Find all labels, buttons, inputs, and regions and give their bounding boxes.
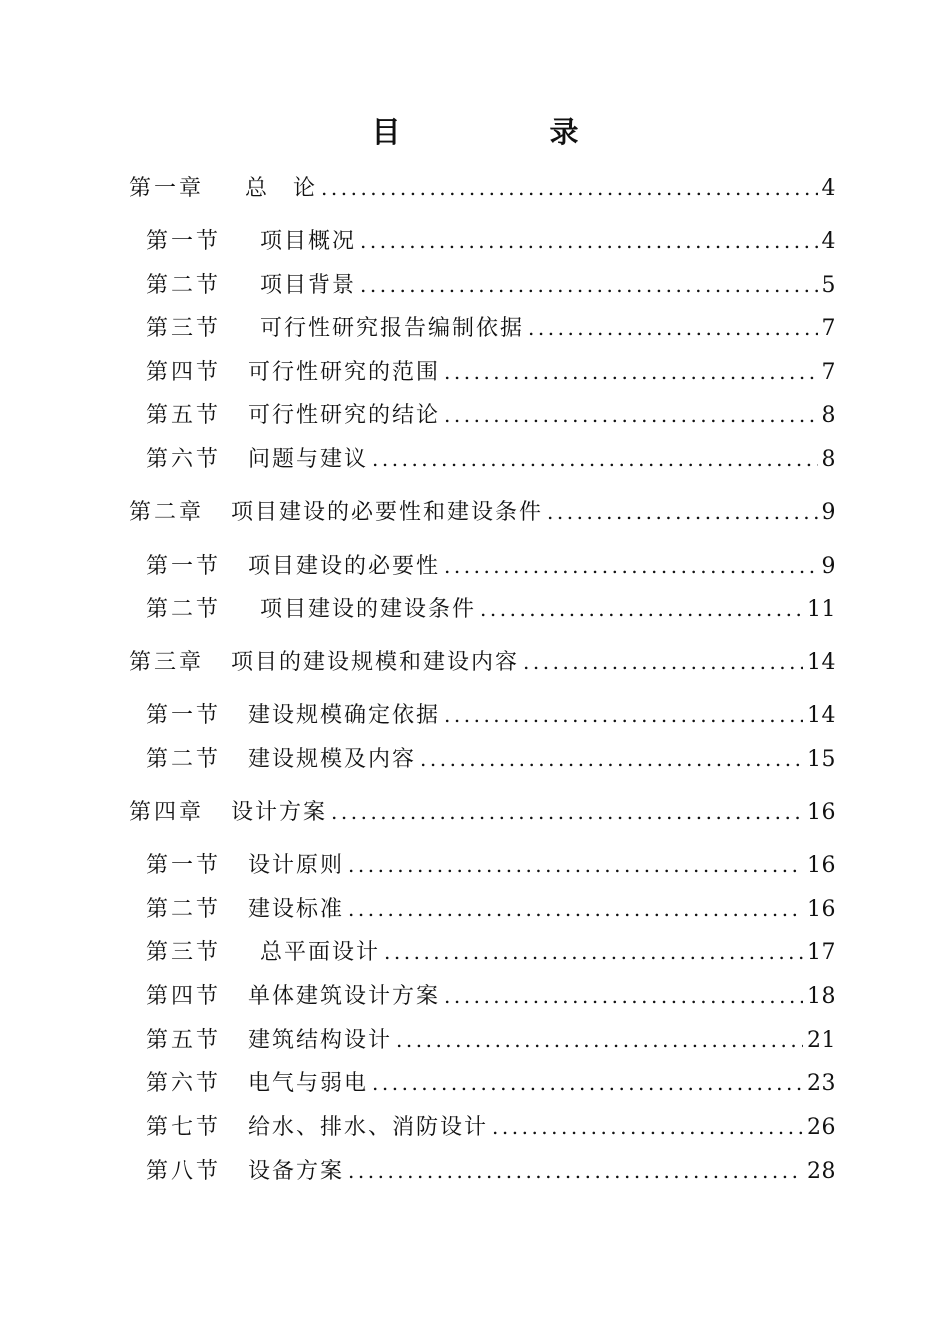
toc-entry-title: 建设规模确定依据 bbox=[248, 703, 441, 728]
toc-entry-page: 9 bbox=[821, 554, 836, 579]
toc-entry-number: 第六节 bbox=[146, 1071, 222, 1096]
toc-entry-section[interactable] bbox=[146, 744, 836, 775]
toc-entry-title: 项目建设的必要性和建设条件 bbox=[231, 500, 544, 525]
toc-entry-page: 7 bbox=[821, 316, 836, 341]
toc-entry-page: 14 bbox=[807, 703, 836, 728]
toc-entry-number: 第三节 bbox=[146, 940, 222, 965]
toc-entry-title: 项目概况 bbox=[260, 229, 357, 254]
toc-entry-section[interactable] bbox=[146, 270, 836, 301]
toc-entry-title: 可行性研究的范围 bbox=[248, 360, 441, 385]
toc-leader-dots bbox=[444, 551, 817, 581]
toc-leader-dots bbox=[547, 497, 817, 527]
toc-entry-title: 设计方案 bbox=[231, 800, 328, 825]
toc-entry-section[interactable] bbox=[146, 357, 836, 388]
toc-entry-chapter-3[interactable] bbox=[129, 647, 836, 678]
toc-leader-dots bbox=[384, 937, 803, 967]
toc-entry-page: 16 bbox=[807, 800, 836, 825]
toc-leader-dots bbox=[331, 797, 803, 827]
toc-entry-section[interactable] bbox=[146, 594, 836, 625]
toc-entry-section[interactable] bbox=[146, 700, 836, 731]
toc-entry-title: 项目建设的建设条件 bbox=[260, 597, 477, 622]
toc-entry-section[interactable] bbox=[146, 894, 836, 925]
toc-leader-dots bbox=[444, 700, 803, 730]
toc-entry-page: 28 bbox=[807, 1159, 836, 1184]
toc-leader-dots bbox=[492, 1112, 803, 1142]
toc-entry-number: 第一节 bbox=[146, 703, 222, 728]
toc-entry-page: 8 bbox=[821, 447, 836, 472]
toc-entry-number: 第四节 bbox=[146, 360, 222, 385]
toc-leader-dots bbox=[444, 400, 817, 430]
toc-entry-section[interactable] bbox=[146, 850, 836, 881]
toc-entry-chapter-4[interactable] bbox=[129, 797, 836, 828]
toc-entry-number: 第一节 bbox=[146, 554, 222, 579]
toc-entry-number: 第五节 bbox=[146, 403, 222, 428]
toc-entry-number: 第一章 bbox=[129, 176, 205, 201]
toc-entry-page: 26 bbox=[807, 1115, 836, 1140]
toc-entry-title: 项目背景 bbox=[260, 273, 357, 298]
toc-entry-number: 第八节 bbox=[146, 1159, 222, 1184]
toc-entry-title: 电气与弱电 bbox=[248, 1071, 369, 1096]
toc-entry-page: 23 bbox=[807, 1071, 836, 1096]
toc-leader-dots bbox=[360, 270, 817, 300]
toc-leader-dots bbox=[360, 226, 817, 256]
toc-entry-section[interactable] bbox=[146, 400, 836, 431]
toc-entry-page: 9 bbox=[821, 500, 836, 525]
toc-entry-number: 第二节 bbox=[146, 897, 222, 922]
toc-entry-number: 第三章 bbox=[129, 650, 205, 675]
toc-entry-chapter-2[interactable] bbox=[129, 497, 836, 528]
toc-entry-title: 建设规模及内容 bbox=[248, 747, 417, 772]
toc-entry-section[interactable] bbox=[146, 551, 836, 582]
toc-leader-dots bbox=[396, 1025, 803, 1055]
toc-entry-page: 21 bbox=[807, 1028, 836, 1053]
toc-entry-number: 第六节 bbox=[146, 447, 222, 472]
toc-entry-title: 设计原则 bbox=[248, 853, 345, 878]
toc-entry-title: 给水、排水、消防设计 bbox=[248, 1115, 489, 1140]
toc-entry-chapter-1[interactable] bbox=[129, 173, 836, 204]
toc-entry-page: 16 bbox=[807, 853, 836, 878]
toc-leader-dots bbox=[528, 313, 817, 343]
toc-entry-title: 可行性研究报告编制依据 bbox=[260, 316, 525, 341]
toc-leader-dots bbox=[372, 1068, 803, 1098]
toc-entry-page: 5 bbox=[821, 273, 836, 298]
toc-leader-dots bbox=[444, 357, 817, 387]
toc-entry-section[interactable] bbox=[146, 981, 836, 1012]
toc-entry-number: 第二章 bbox=[129, 500, 205, 525]
toc-entry-number: 第四章 bbox=[129, 800, 205, 825]
toc-entry-page: 17 bbox=[807, 940, 836, 965]
toc-entry-section[interactable] bbox=[146, 1068, 836, 1099]
toc-entry-page: 8 bbox=[821, 403, 836, 428]
toc-entry-title: 总 论 bbox=[245, 176, 318, 201]
toc-leader-dots bbox=[444, 981, 803, 1011]
toc-entry-section[interactable] bbox=[146, 1112, 836, 1143]
toc-entry-title: 建筑结构设计 bbox=[248, 1028, 393, 1053]
toc-entry-section[interactable] bbox=[146, 313, 836, 344]
toc-leader-dots bbox=[372, 444, 817, 474]
toc-entry-title: 项目建设的必要性 bbox=[248, 554, 441, 579]
toc-entry-number: 第四节 bbox=[146, 984, 222, 1009]
toc-entry-number: 第三节 bbox=[146, 316, 222, 341]
toc-leader-dots bbox=[348, 850, 803, 880]
toc-entry-section[interactable] bbox=[146, 226, 836, 257]
toc-entry-page: 16 bbox=[807, 897, 836, 922]
toc-entry-section[interactable] bbox=[146, 1025, 836, 1056]
toc-leader-dots bbox=[348, 1156, 803, 1186]
toc-entry-page: 14 bbox=[807, 650, 836, 675]
toc-entry-title: 单体建筑设计方案 bbox=[248, 984, 441, 1009]
toc-entry-page: 7 bbox=[821, 360, 836, 385]
toc-entry-title: 项目的建设规模和建设内容 bbox=[231, 650, 520, 675]
page-title: 目 录 bbox=[371, 115, 639, 149]
toc-entry-title: 设备方案 bbox=[248, 1159, 345, 1184]
toc-entry-section[interactable] bbox=[146, 937, 836, 968]
toc-entry-number: 第二节 bbox=[146, 273, 222, 298]
toc-entry-title: 总平面设计 bbox=[260, 940, 381, 965]
toc-entry-page: 11 bbox=[807, 597, 836, 622]
toc-entry-number: 第七节 bbox=[146, 1115, 222, 1140]
toc-entry-section[interactable] bbox=[146, 444, 836, 475]
toc-entry-page: 4 bbox=[821, 176, 836, 201]
toc-leader-dots bbox=[321, 173, 817, 203]
toc-leader-dots bbox=[480, 594, 803, 624]
toc-entry-title: 建设标准 bbox=[248, 897, 345, 922]
toc-leader-dots bbox=[348, 894, 803, 924]
toc-entry-number: 第一节 bbox=[146, 229, 222, 254]
toc-entry-page: 18 bbox=[807, 984, 836, 1009]
toc-entry-title: 可行性研究的结论 bbox=[248, 403, 441, 428]
toc-entry-number: 第五节 bbox=[146, 1028, 222, 1053]
toc-entry-number: 第二节 bbox=[146, 597, 222, 622]
toc-entry-title: 问题与建议 bbox=[248, 447, 369, 472]
toc-entry-number: 第一节 bbox=[146, 853, 222, 878]
toc-leader-dots bbox=[523, 647, 803, 677]
toc-entry-section[interactable] bbox=[146, 1156, 836, 1187]
toc-entry-page: 4 bbox=[821, 229, 836, 254]
toc-leader-dots bbox=[420, 744, 803, 774]
toc-entry-number: 第二节 bbox=[146, 747, 222, 772]
toc-entry-page: 15 bbox=[807, 747, 836, 772]
